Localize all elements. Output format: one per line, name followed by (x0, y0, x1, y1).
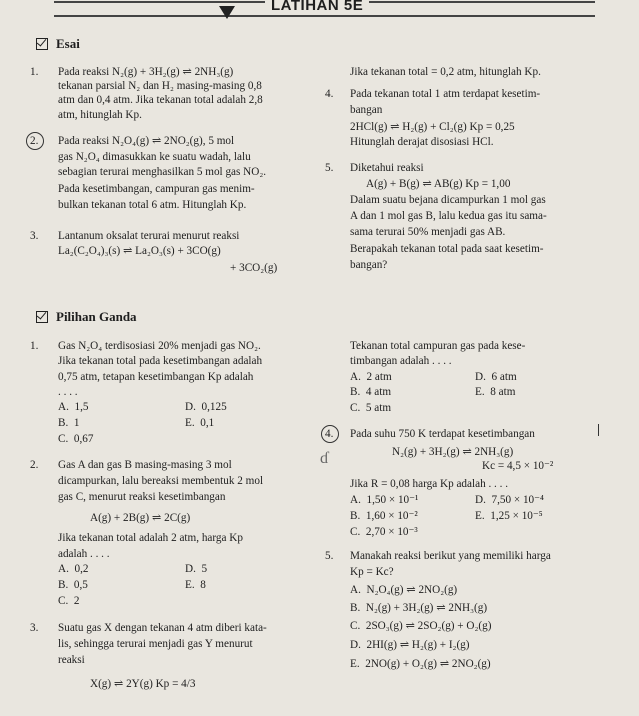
question-line: bangan (350, 104, 383, 116)
question-line: atm dan 0,4 atm. Jika tekanan total adalah 2,8 (58, 94, 263, 106)
question-line: Jika tekanan total = 0,2 atm, hitunglah Kp. (350, 66, 541, 78)
question-line: Jika tekanan total adalah 2 atm, harga Kp (58, 532, 243, 544)
question-line: Pada tekanan total 1 atm terdapat kesetim- (350, 88, 541, 100)
question-line: Berapakah tekanan total pada saat kesetim- (350, 243, 544, 255)
option-c[interactable]: C. 2SO₃(g) ⇌ 2SO₂(g) + O₂(g) (350, 620, 492, 632)
question-line: A dan 1 mol gas B, lalu kedua gas itu sama- (350, 210, 547, 222)
question-line: N₂(g) + 3H₂(g) ⇌ 2NH₃(g) (392, 446, 514, 458)
section-esai-heading (36, 37, 80, 51)
question-line: Tekanan total campuran gas pada kese- (350, 340, 526, 352)
option-b[interactable]: B. 4 atm (350, 386, 392, 398)
question-line: Dalam suatu bejana dicampurkan 1 mol gas (350, 194, 546, 206)
section-pilihan-ganda-label: Pilihan Ganda (56, 309, 137, 324)
question-line: Gas A dan gas B masing-masing 3 mol (58, 459, 232, 471)
question-number: 1. (30, 340, 39, 352)
question-line: A(g) + 2B(g) ⇌ 2C(g) (90, 512, 191, 524)
checkbox-icon (36, 311, 48, 323)
question-line: bangan? (350, 259, 388, 271)
question-line: A(g) + B(g) ⇌ AB(g) Kp = 1,00 (366, 178, 511, 190)
question-line: gas N₂O₄ dimasukkan ke suatu wadah, lalu (58, 151, 251, 163)
option-c[interactable]: C. 2 (58, 595, 80, 607)
option-e[interactable]: E. 8 atm (475, 386, 516, 398)
question-line: Gas N₂O₄ terdisosiasi 20% menjadi gas NO₂. (58, 340, 261, 352)
option-b[interactable]: B. 1,60 × 10⁻² (350, 510, 418, 522)
question-line: sama terurai 50% menjadi gas AB. (350, 226, 506, 238)
page-title: LATIHAN 5E (265, 0, 369, 13)
option-a[interactable]: A. 2 atm (350, 371, 392, 383)
question-line: La₂(C₂O₄)₃(s) ⇌ La₂O₃(s) + 3CO(g) (58, 245, 221, 257)
option-b[interactable]: B. 1 (58, 417, 80, 429)
question-number: 4. (325, 428, 334, 440)
question-line: Jika R = 0,08 harga Kp adalah . . . . (350, 478, 509, 490)
question-line: tekanan parsial N₂ dan H₂ masing-masing 0,8 (58, 80, 262, 92)
question-line: bulkan tekanan total 6 atm. Hitunglah Kp. (58, 199, 247, 211)
question-number: 2. (30, 459, 39, 471)
option-a[interactable]: A. 1,5 (58, 401, 89, 413)
option-a[interactable]: A. 0,2 (58, 563, 89, 575)
question-line: atm, hitunglah Kp. (58, 109, 142, 121)
question-line: Pada suhu 750 K terdapat kesetimbangan (350, 428, 535, 440)
question-line: 0,75 atm, tetapan kesetimbangan Kp adalah (58, 371, 254, 383)
question-line: Pada reaksi N₂(g) + 3H₂(g) ⇌ 2NH₃(g) (58, 66, 234, 78)
question-line: gas C, menurut reaksi kesetimbangan (58, 491, 226, 503)
question-line: adalah . . . . (58, 548, 110, 560)
option-e[interactable]: E. 8 (185, 579, 206, 591)
question-line: lis, sehingga terurai menjadi gas Y menurut (58, 638, 253, 650)
question-line: Hitunglah derajat disosiasi HCl. (350, 136, 494, 148)
section-pilihan-ganda-heading (36, 310, 137, 324)
option-d[interactable]: D. 6 atm (475, 371, 517, 383)
question-line: Diketahui reaksi (350, 162, 424, 174)
question-line: reaksi (58, 654, 85, 666)
question-line: Kp = Kc? (350, 566, 394, 578)
option-b[interactable]: B. N₂(g) + 3H₂(g) ⇌ 2NH₃(g) (350, 602, 488, 614)
question-line: Pada reaksi N₂O₄(g) ⇌ 2NO₂(g), 5 mol (58, 135, 235, 147)
question-line: . . . . (58, 386, 78, 398)
option-c[interactable]: C. 5 atm (350, 402, 392, 414)
handwritten-scribble-icon: ɗ (320, 450, 328, 467)
option-d[interactable]: D. 7,50 × 10⁻⁴ (475, 494, 544, 506)
handwritten-tick-mark (598, 424, 599, 436)
option-e[interactable]: E. 0,1 (185, 417, 215, 429)
question-line: dicampurkan, lalu bereaksi membentuk 2 mol (58, 475, 264, 487)
section-esai-label: Esai (56, 36, 80, 51)
question-line: + 3CO₂(g) (230, 262, 278, 274)
option-d[interactable]: D. 0,125 (185, 401, 227, 413)
option-a[interactable]: A. 1,50 × 10⁻¹ (350, 494, 419, 506)
question-line: Lantanum oksalat terurai menurut reaksi (58, 230, 240, 242)
header-triangle-icon (219, 6, 235, 19)
question-line: 2HCl(g) ⇌ H₂(g) + Cl₂(g) Kp = 0,25 (350, 121, 515, 133)
question-number: 3. (30, 622, 39, 634)
option-e[interactable]: E. 2NO(g) + O₂(g) ⇌ 2NO₂(g) (350, 658, 491, 670)
question-number: 4. (325, 88, 334, 100)
option-c[interactable]: C. 0,67 (58, 433, 94, 445)
option-c[interactable]: C. 2,70 × 10⁻³ (350, 526, 418, 538)
question-line: timbangan adalah . . . . (350, 355, 452, 367)
question-line: Suatu gas X dengan tekanan 4 atm diberi kata- (58, 622, 267, 634)
question-line: sebagian terurai menghasilkan 5 mol gas NO₂. (58, 166, 267, 178)
question-line: Kc = 4,5 × 10⁻² (482, 460, 554, 472)
question-line: X(g) ⇌ 2Y(g) Kp = 4/3 (90, 678, 196, 690)
question-number: 5. (325, 550, 334, 562)
option-a[interactable]: A. N₂O₄(g) ⇌ 2NO₂(g) (350, 584, 458, 596)
checkbox-icon (36, 38, 48, 50)
question-number: 1. (30, 66, 39, 78)
question-line: Manakah reaksi berikut yang memiliki harga (350, 550, 551, 562)
option-e[interactable]: E. 1,25 × 10⁻⁵ (475, 510, 543, 522)
question-line: Jika tekanan total pada kesetimbangan adalah (58, 355, 263, 367)
question-number: 3. (30, 230, 39, 242)
question-number: 2. (30, 135, 39, 147)
option-d[interactable]: D. 2HI(g) ⇌ H₂(g) + I₂(g) (350, 639, 470, 651)
question-number: 5. (325, 162, 334, 174)
header-rule-bottom (54, 15, 595, 17)
option-d[interactable]: D. 5 (185, 563, 208, 575)
option-b[interactable]: B. 0,5 (58, 579, 88, 591)
question-line: Pada kesetimbangan, campuran gas menim- (58, 183, 255, 195)
